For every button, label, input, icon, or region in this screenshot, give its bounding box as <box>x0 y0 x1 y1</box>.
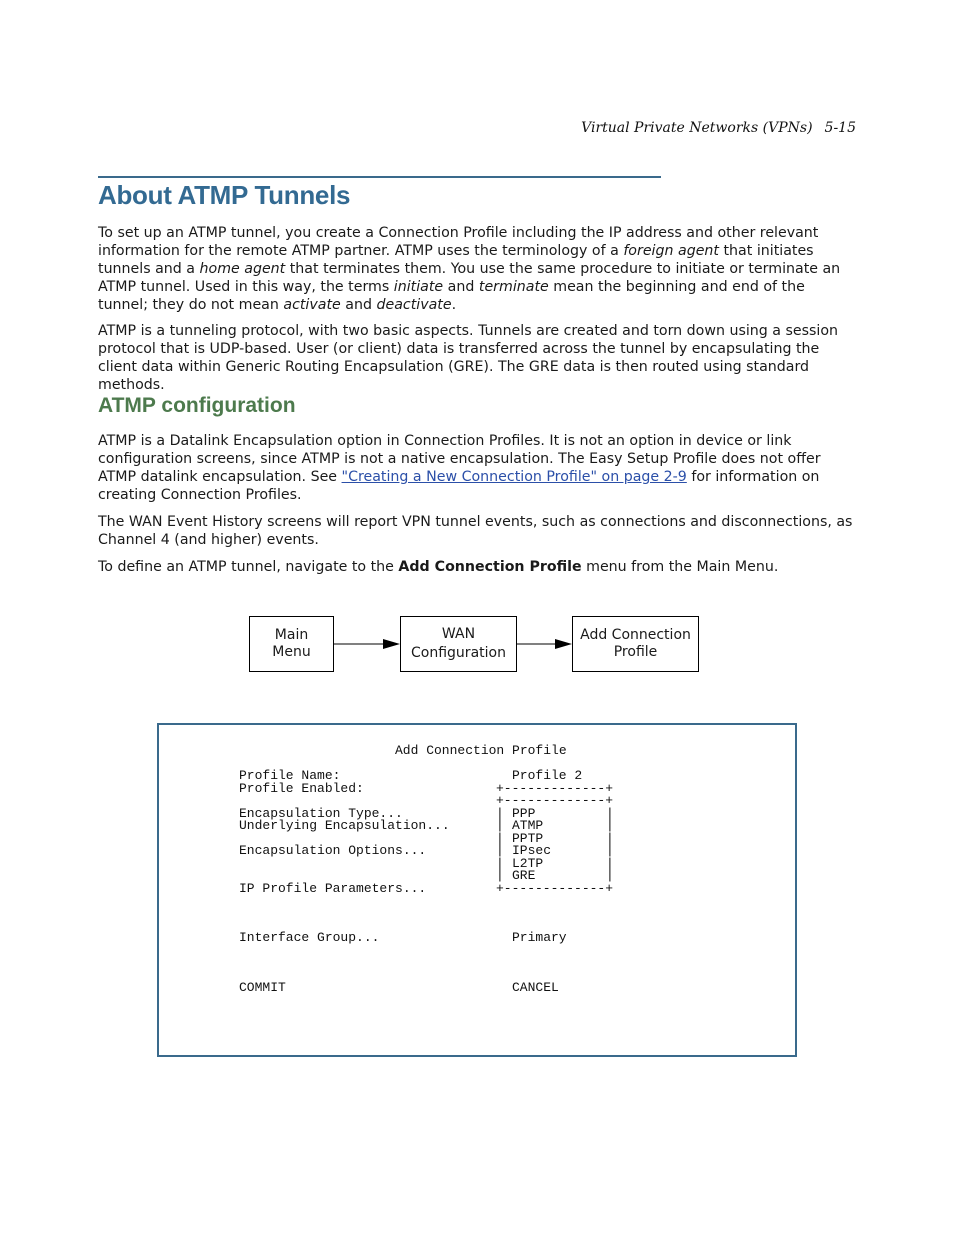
menu-side-left: | <box>496 843 504 858</box>
flow-arrow-1 <box>334 637 400 651</box>
screen-title: Add Connection Profile <box>395 743 567 758</box>
section-title: Virtual Private Networks (VPNs) <box>581 120 813 136</box>
page-title: About ATMP Tunnels <box>98 180 351 210</box>
menu-side-right: | <box>606 831 614 846</box>
config-paragraph-3: To define an ATMP tunnel, navigate to the Add Connection Profile menu from the Main Menu. <box>98 559 779 575</box>
encapsulation-type-label[interactable]: Encapsulation Type... <box>239 806 403 821</box>
menu-option-atmp[interactable]: ATMP <box>512 818 544 833</box>
ip-profile-parameters-label[interactable]: IP Profile Parameters... <box>239 881 427 896</box>
menu-side-left: | <box>496 831 504 846</box>
interface-group-value[interactable]: Primary <box>512 930 567 945</box>
commit-button[interactable]: COMMIT <box>239 980 286 995</box>
menu-side-right: | <box>606 856 614 871</box>
running-header <box>560 120 856 136</box>
menu-border-bottom: +-------------+ <box>496 881 614 896</box>
section-subtitle: ATMP configuration <box>98 394 296 417</box>
menu-option-gre[interactable]: GRE <box>512 868 536 883</box>
config-paragraph-1: ATMP is a Datalink Encapsulation option in Connection Profiles. It is not an option in device or link configuration screens, since ATMP is not a native encapsulation. The Easy Setup Profile does not offer ATMP datalink encapsulation. See "Creating a New Connection Profile" on page 2-9 for information on creating Connection Profiles. <box>98 433 821 503</box>
cross-reference-link[interactable]: "Creating a New Connection Profile" on page 2-9 <box>341 469 687 485</box>
menu-option-ppp[interactable]: PPP <box>512 806 536 821</box>
page-number: 5-15 <box>824 120 856 136</box>
title-rule <box>98 176 661 178</box>
intro-paragraph-1: To set up an ATMP tunnel, you create a Connection Profile including the IP address and other relevant information for the remote ATMP partner. ATMP uses the terminology of a foreign agent that initiates tunnels and a home agent that terminates them. You use the same procedure to initiate or terminate an ATMP tunnel. Used in this way, the terms initiate and terminate mean the beginning and end of the tunnel; they do not mean activate and deactivate. <box>98 225 841 313</box>
menu-side-left: | <box>496 868 504 883</box>
profile-enabled-label: Profile Enabled: <box>239 781 364 796</box>
intro-paragraph-2: ATMP is a tunneling protocol, with two basic aspects. Tunnels are created and torn down using a session protocol that is UDP-based. User (or client) data is transferred across the tunnel by encapsulating the client data within Generic Routing Encapsulation (GRE). The GRE data is then routed using standard methods. <box>98 323 839 393</box>
flow-box-add-connection-profile: Add Connection Profile <box>572 616 699 672</box>
flow-arrow-2 <box>517 637 572 651</box>
menu-side-right: | <box>606 806 614 821</box>
menu-side-right: | <box>606 818 614 833</box>
config-paragraph-2: The WAN Event History screens will report VPN tunnel events, such as connections and disconnections, as Channel 4 (and higher) events. <box>98 514 853 548</box>
encapsulation-options-label[interactable]: Encapsulation Options... <box>239 843 427 858</box>
flow-box-main-menu: Main Menu <box>249 616 334 672</box>
flow-box-wan-configuration: WAN Configuration <box>400 616 517 672</box>
profile-name-value[interactable]: Profile 2 <box>512 768 583 783</box>
menu-side-left: | <box>496 818 504 833</box>
menu-border-top: +-------------+ <box>496 781 614 796</box>
profile-name-label: Profile Name: <box>239 768 341 783</box>
menu-border-top-2: +-------------+ <box>496 793 614 808</box>
underlying-encapsulation-label[interactable]: Underlying Encapsulation... <box>239 818 450 833</box>
menu-side-right: | <box>606 843 614 858</box>
menu-option-l2tp[interactable]: L2TP <box>512 856 544 871</box>
menu-side-left: | <box>496 806 504 821</box>
menu-option-ipsec[interactable]: IPsec <box>512 843 552 858</box>
cancel-button[interactable]: CANCEL <box>512 980 559 995</box>
menu-side-left: | <box>496 856 504 871</box>
interface-group-label[interactable]: Interface Group... <box>239 930 380 945</box>
terminal-screen <box>157 723 797 1057</box>
menu-option-pptp[interactable]: PPTP <box>512 831 544 846</box>
menu-side-right: | <box>606 868 614 883</box>
